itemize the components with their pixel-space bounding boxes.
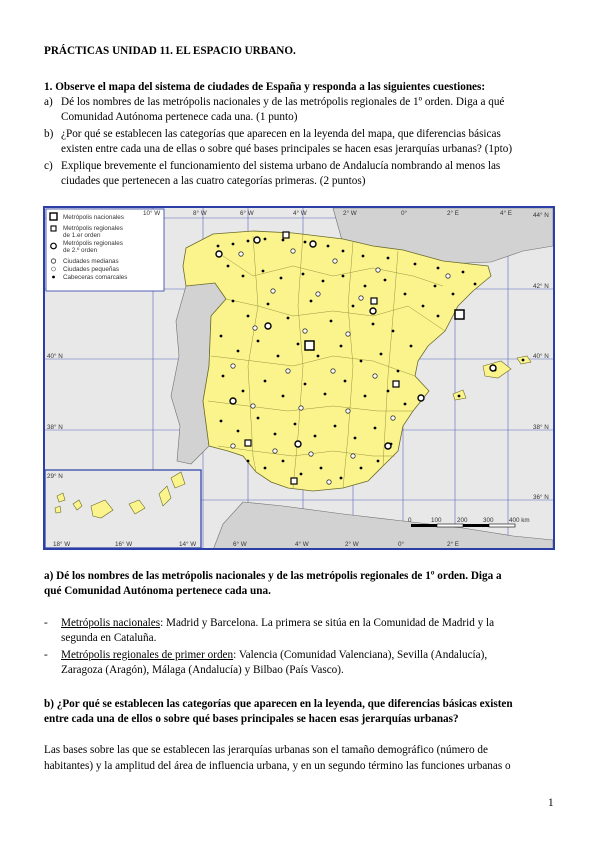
item-label: b) (44, 128, 54, 140)
page-number: 1 (548, 797, 554, 809)
scale-label: 400 km (509, 517, 530, 524)
scale-label: 0 (408, 517, 412, 524)
item-line: Explique brevemente el funcionamiento del sistema urbano de Andalucía nombrando al menos las (61, 160, 501, 172)
item-line: Dé los nombres de las metrópolis nacionales y de las metrópolis regionales de 1º orden. Diga a qué (61, 96, 505, 108)
item-label: a) (44, 96, 53, 108)
bullet-term: Metrópolis nacionales (61, 617, 161, 629)
bullet-text: : Madrid y Barcelona. La primera se sitúa en la Comunidad de Madrid y la (160, 617, 495, 629)
bullet-term: Metrópolis regionales de primer orden (61, 649, 234, 661)
bottom-lon-label: 2° W (345, 541, 359, 548)
answer-b-paragraph: habitantes) y la amplitud del área de influencia urbana, y en un segundo término las funciones urbanas o (44, 760, 511, 772)
item-line: ¿Por qué se establecen las categorías que aparecen en la leyenda del mapa, que diferencias básicas (61, 128, 501, 140)
left-lat-label: 38° N (47, 424, 63, 431)
top-lon-label: 10° W (143, 210, 161, 217)
top-lon-label: 2° E (447, 210, 459, 217)
left-lat-label: 29° N (47, 473, 63, 480)
top-lon-label: 6° W (240, 210, 254, 217)
item-label: c) (44, 160, 53, 172)
right-lat-label: 42° N (533, 283, 549, 290)
right-lat-label: 44° N (533, 212, 549, 219)
item-line: existen entre cada una de ellas o sobre qué bases principales se hacen esas jerarquías urbanas? (1pto) (61, 143, 513, 155)
scale-bar (411, 524, 515, 527)
top-lon-label: 2° W (343, 210, 357, 217)
item-line: ciudades que pertenecen a las cuatro categorías primeras. (2 puntos) (61, 175, 366, 187)
bullet-text: Zaragoza (Aragón), Málaga (Andalucía) y Bilbao (País Vasco). (61, 664, 344, 676)
bottom-lon-label: 4° W (295, 541, 309, 548)
left-lat-label: 40° N (47, 353, 63, 360)
answer-b-question: entre cada una de ellos o sobre qué bases principales se hacen esas jerarquías urbanas? (44, 713, 459, 725)
legend-label: Metrópolis regionales (63, 240, 123, 247)
item-line: Comunidad Autónoma pertenece cada una. (1 punto) (61, 111, 298, 123)
scale-label: 200 (457, 517, 468, 524)
scale-label: 300 (483, 517, 494, 524)
bottom-lon-label: 2° E (447, 541, 459, 548)
answer-a-question: qué Comunidad Autónoma pertenece cada una. (44, 585, 271, 597)
legend-label: de 1.er orden (63, 232, 101, 239)
answer-b-question: b) ¿Por qué se establecen las categorías que aparecen en la leyenda, que diferencias básicas existen (44, 698, 513, 710)
bullet-text: segunda en Cataluña. (61, 632, 157, 644)
legend-label: Metrópolis nacionales (63, 214, 124, 221)
right-lat-label: 40° N (533, 353, 549, 360)
bottom-lon-label: 0° (398, 541, 405, 548)
page-title: PRÁCTICAS UNIDAD 11. EL ESPACIO URBANO. (44, 45, 296, 57)
scale-label: 100 (431, 517, 442, 524)
bottom-lon-label: 16° W (115, 541, 133, 548)
bottom-lon-label: 6° W (233, 541, 247, 548)
top-lon-label: 0° (401, 210, 408, 217)
top-lon-label: 4° W (293, 210, 307, 217)
top-lon-label: 8° W (193, 210, 207, 217)
answer-a-question: a) Dé los nombres de las metrópolis nacionales y de las metrópolis regionales de 1º orden. Diga a (44, 570, 502, 582)
question-1: 1. Observe el mapa del sistema de ciudades de España y responda a las siguientes cuestiones: (44, 81, 486, 93)
legend-label: Metrópolis regionales (63, 225, 123, 232)
legend-label: Ciudades medianas (63, 258, 119, 265)
answer-b-paragraph: Las bases sobre las que se establecen las jerarquías urbanas son el tamaño demográfico (número de (44, 744, 488, 756)
right-lat-label: 36° N (533, 494, 549, 501)
bullet-text: : Valencia (Comunidad Valenciana), Sevilla (Andalucía), (233, 649, 488, 661)
spain-city-system-map (43, 206, 555, 550)
legend-label: de 2.º orden (63, 247, 98, 254)
right-lat-label: 38° N (533, 424, 549, 431)
top-lon-label: 4° E (500, 210, 512, 217)
bottom-lon-label: 14° W (179, 541, 197, 548)
legend-label: Ciudades pequeñas (63, 266, 120, 273)
legend-label: Cabeceras comarcales (63, 274, 128, 281)
bottom-lon-label: 18° W (53, 541, 71, 548)
